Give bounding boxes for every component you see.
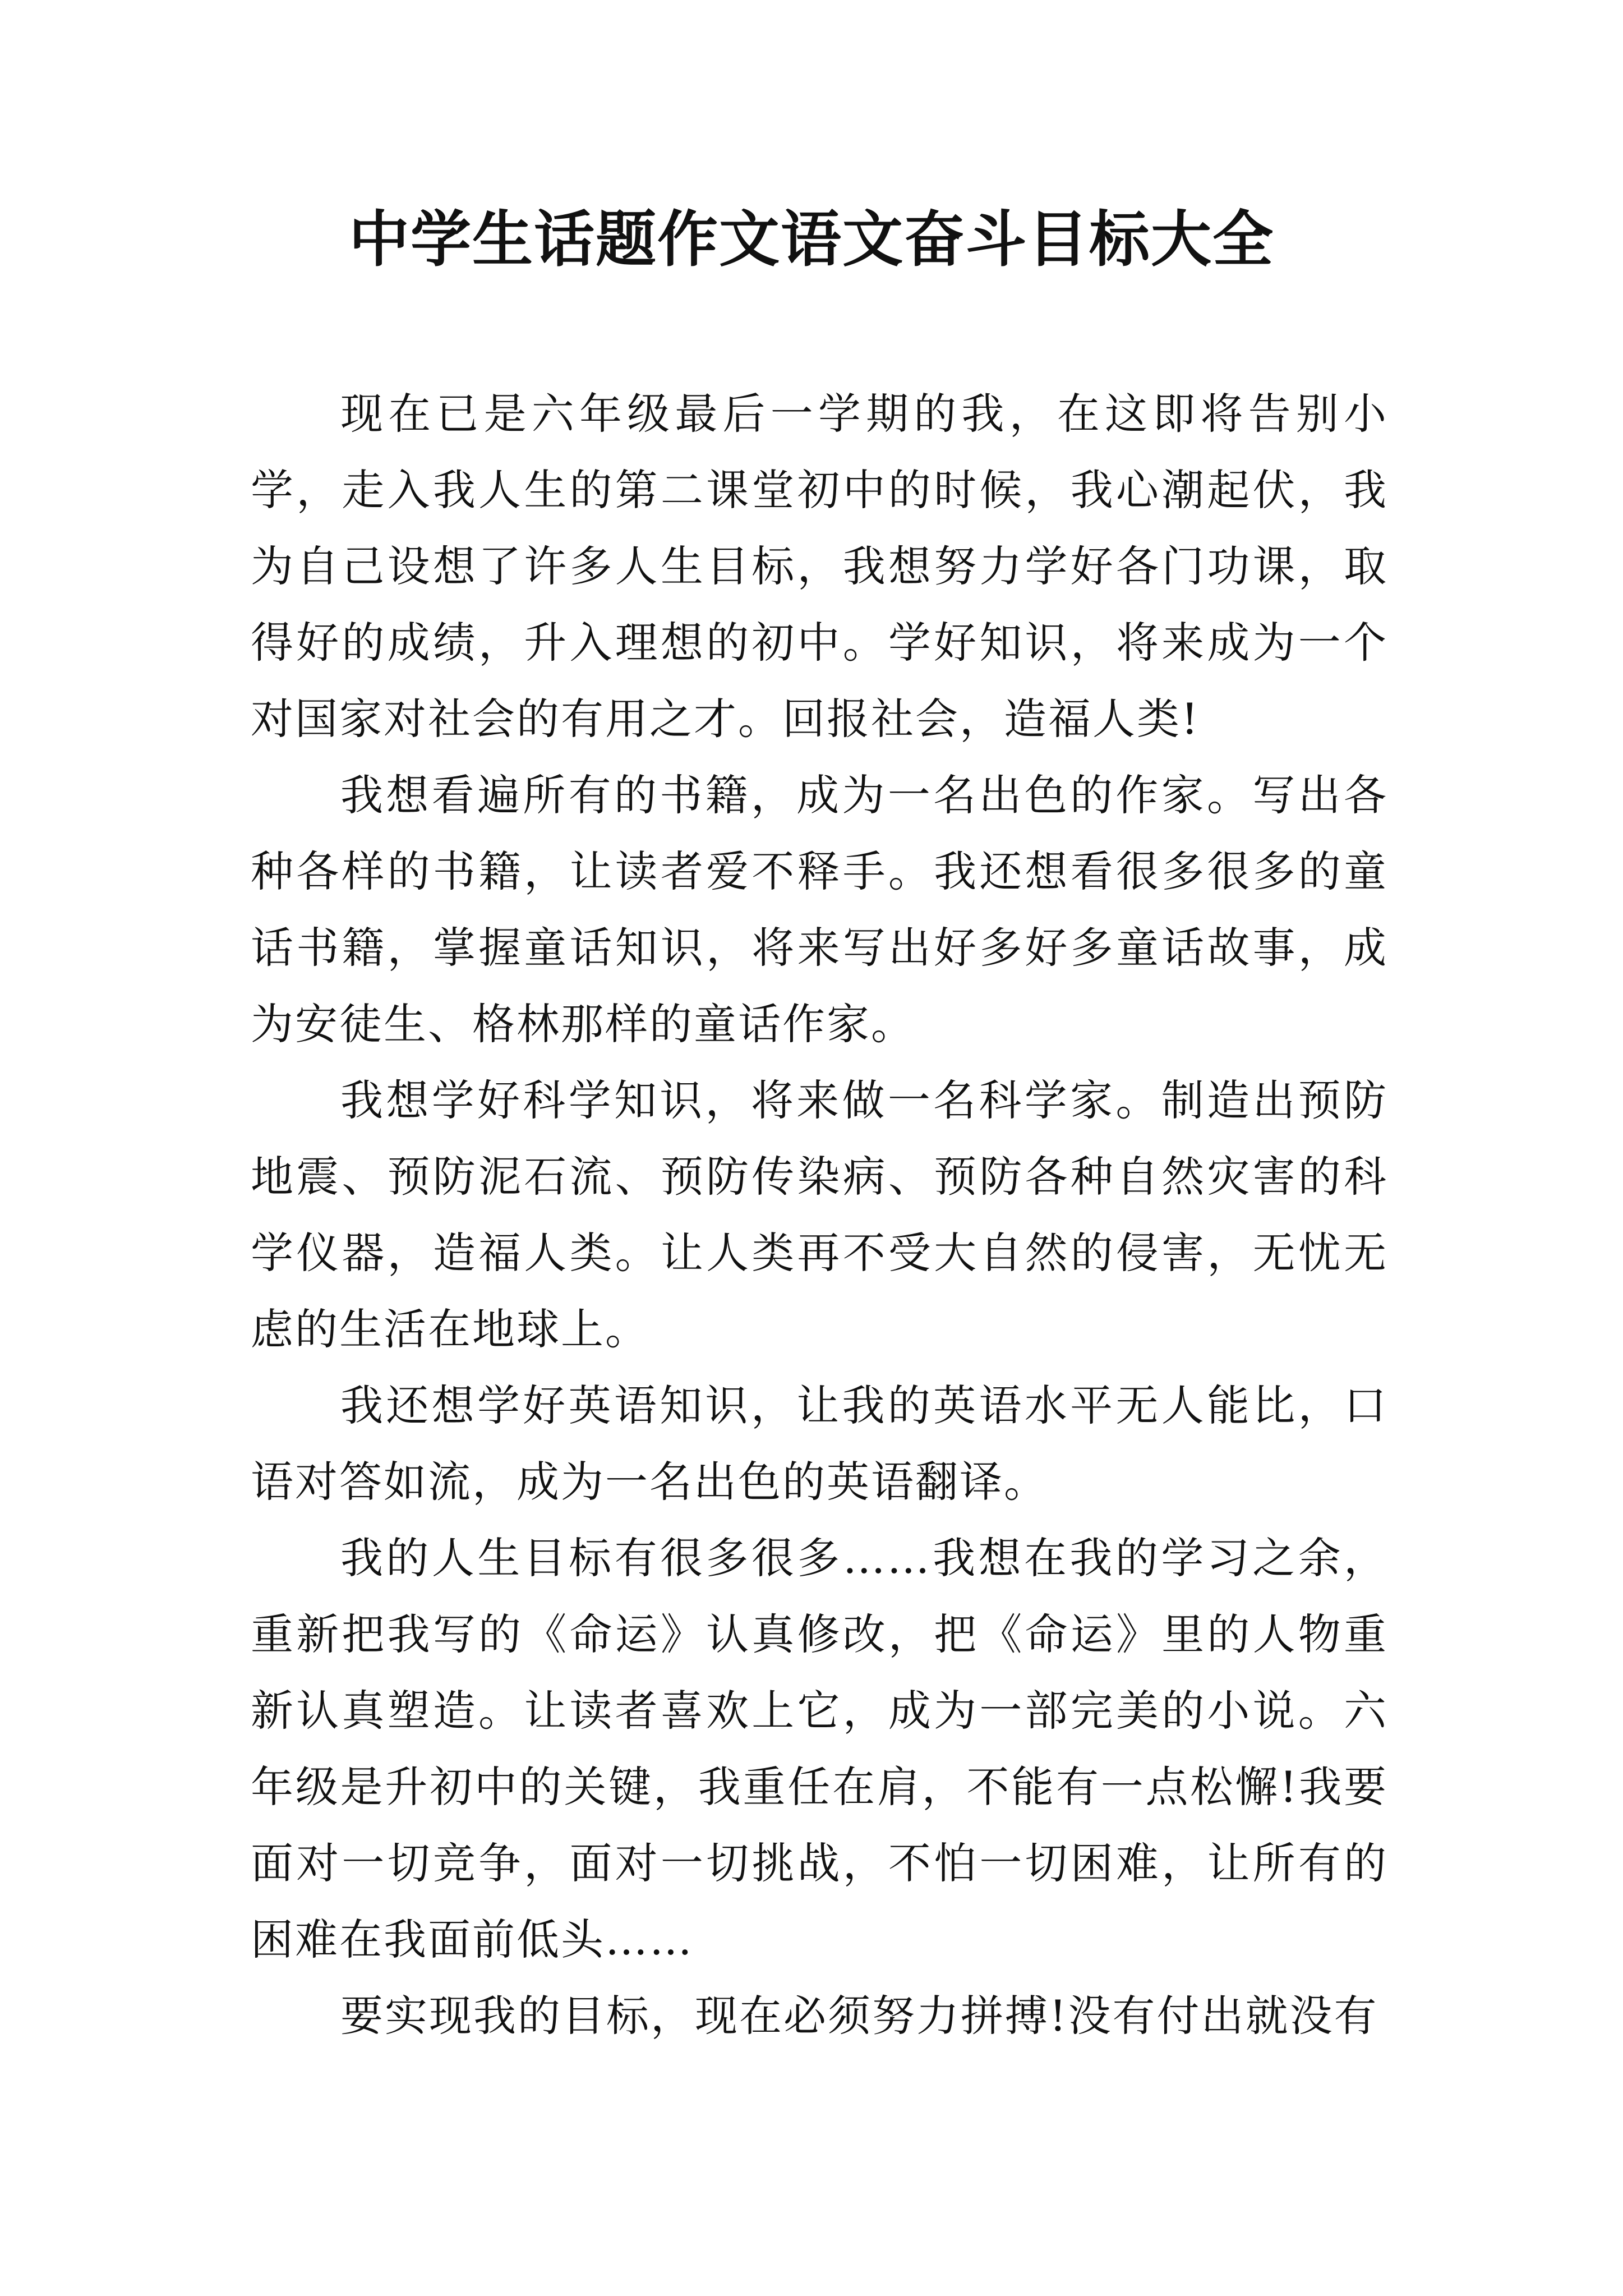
paragraph: 现在已是六年级最后一学期的我，在这即将告别小学，走入我人生的第二课堂初中的时候，我心潮起伏，我为自己设想了许多人生目标，我想努力学好各门功课，取得好的成绩，升入理想的初中。学好知识，将来成为一个对国家对社会的有用之才。回报社会，造福人类!	[251, 389, 1388, 744]
paragraph: 我想学好科学知识，将来做一名科学家。制造出预防地震、预防泥石流、预防传染病、预防各种自然灾害的科学仪器，造福人类。让人类再不受大自然的侵害，无忧无虑的生活在地球上。	[251, 1075, 1388, 1354]
paragraph: 我想看遍所有的书籍，成为一名出色的作家。写出各种各样的书籍，让读者爱不释手。我还想看很多很多的童话书籍，掌握童话知识，将来写出好多好多童话故事，成为安徒生、格林那样的童话作家。	[251, 770, 1388, 1049]
paragraph: 我还想学好英语知识，让我的英语水平无人能比，口语对答如流，成为一名出色的英语翻译。	[251, 1381, 1388, 1507]
document-title: 中学生话题作文语文奋斗目标大全	[348, 205, 1274, 275]
paragraph: 我的人生目标有很多很多……我想在我的学习之余，重新把我写的《命运》认真修改，把《命运》里的人物重新认真塑造。让读者喜欢上它，成为一部完美的小说。六年级是升初中的关键，我重任在肩，不能有一点松懈!我要面对一切竞争，面对一切挑战，不怕一切困难，让所有的困难在我面前低头……	[251, 1533, 1388, 1964]
paragraph: 要实现我的目标，现在必须努力拼搏!没有付出就没有	[340, 1991, 1378, 2041]
document-body	[251, 376, 1388, 2054]
